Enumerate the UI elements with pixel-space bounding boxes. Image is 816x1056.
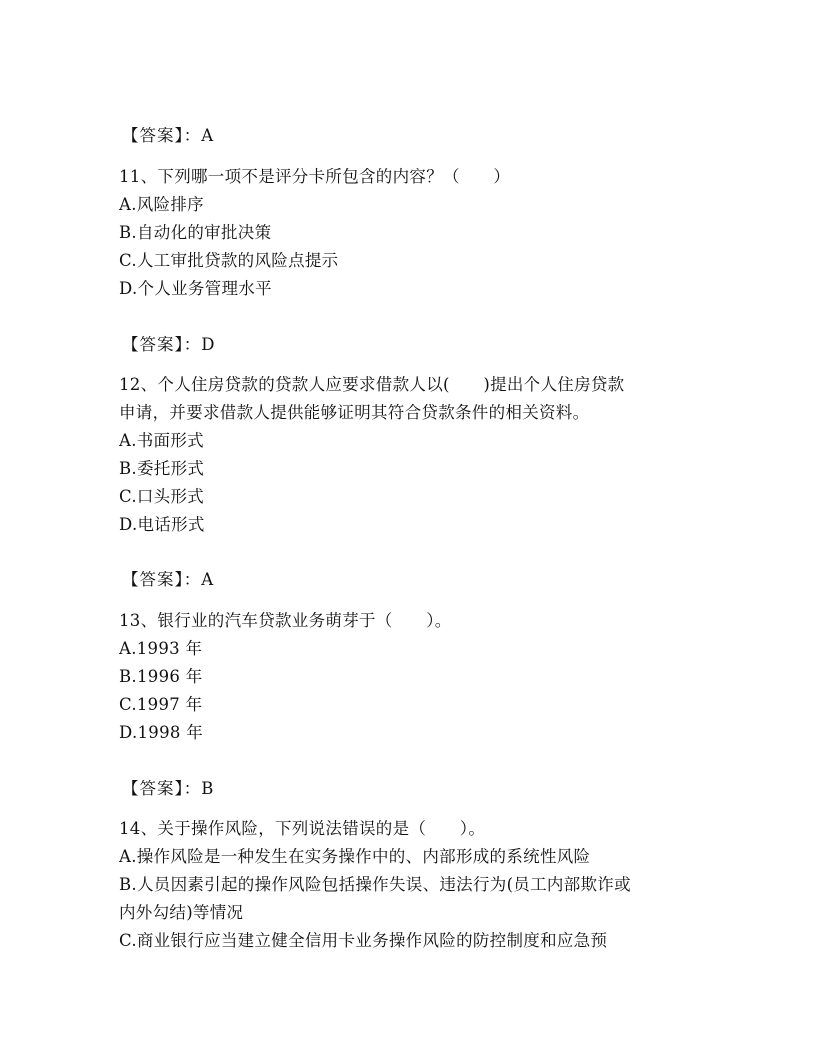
option-line: B.人员因素引起的操作风险包括操作失误、违法行为(员工内部欺诈或 — [119, 875, 631, 894]
option-line: B.1996 年 — [119, 667, 203, 686]
question-12-line-2: 申请，并要求借款人提供能够证明其符合贷款条件的相关资料。 — [119, 403, 590, 422]
option-line: A.1993 年 — [119, 639, 203, 658]
option-line: A.书面形式 — [119, 431, 204, 450]
answer-line: 【答案】：A — [122, 126, 215, 145]
option-line: C.1997 年 — [119, 695, 203, 714]
option-line-continuation: 内外勾结)等情况 — [119, 903, 244, 922]
answer-line: 【答案】：A — [122, 570, 215, 589]
option-line: D.个人业务管理水平 — [119, 279, 272, 298]
option-line: D.电话形式 — [119, 515, 205, 534]
answer-line: 【答案】：D — [122, 335, 216, 354]
option-line: B.委托形式 — [119, 459, 205, 478]
question-13: 13、银行业的汽车贷款业务萌芽于（ ）。 — [119, 611, 452, 630]
option-line: C.商业银行应当建立健全信用卡业务操作风险的防控制度和应急预 — [119, 931, 608, 950]
answer-line: 【答案】：B — [122, 779, 215, 798]
option-line: C.口头形式 — [119, 487, 205, 506]
option-line: D.1998 年 — [119, 723, 204, 742]
question-14: 14、关于操作风险，下列说法错误的是（ ）。 — [119, 819, 486, 838]
option-line: C.人工审批贷款的风险点提示 — [119, 251, 339, 270]
option-line: B.自动化的审批决策 — [119, 223, 272, 242]
question-11: 11、下列哪一项不是评分卡所包含的内容？（ ） — [119, 167, 511, 186]
option-line: A.风险排序 — [119, 195, 204, 214]
option-line: A.操作风险是一种发生在实务操作中的、内部形成的系统性风险 — [119, 847, 591, 866]
question-12-line-1: 12、个人住房贷款的贷款人应要求借款人以( )提出个人住房贷款 — [119, 375, 625, 394]
